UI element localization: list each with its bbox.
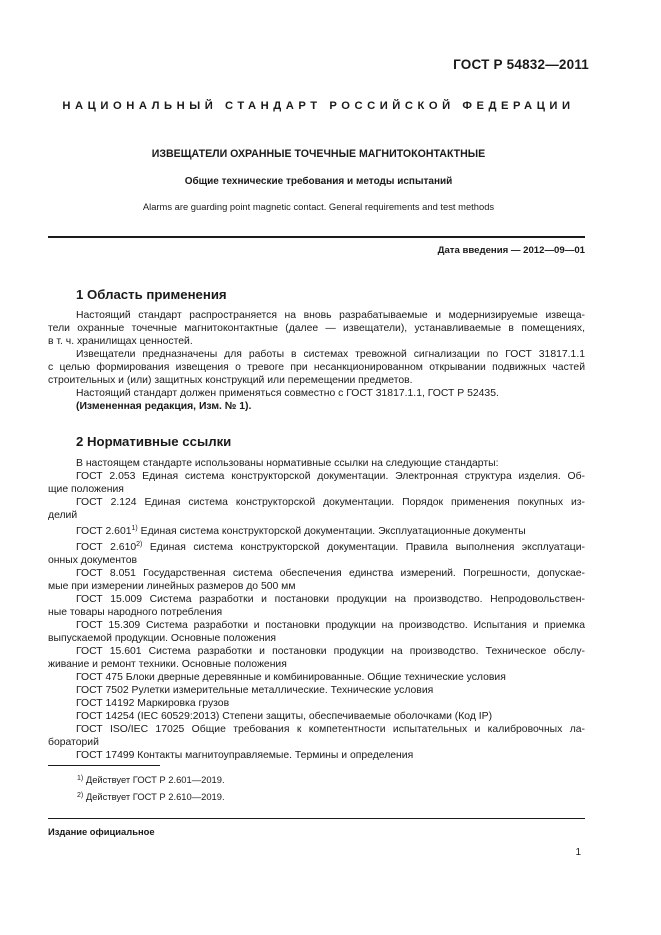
introduction-date: Дата введения — 2012—09—01 <box>437 245 585 256</box>
paragraph-line: Извещатели предназначены для работы в системах тревожной сигнализации по ГОСТ 31817.1.1 <box>76 349 585 360</box>
reference-line: ГОСТ 475 Блоки дверные деревянные и комбинированные. Общие технические условия <box>76 672 506 683</box>
official-edition-label: Издание официальное <box>48 826 155 837</box>
section-2-heading: 2 Нормативные ссылки <box>76 434 232 449</box>
reference-line: ГОСТ 15.601 Система разработки и постановки продукции на производство. Техническое обслу- <box>76 646 585 657</box>
reference-line: ГОСТ 14254 (IEC 60529:2013) Степени защиты, обеспечиваемые оболочками (Код IP) <box>76 711 493 722</box>
section-2-body <box>48 457 585 762</box>
reference-line: ГОСТ 17499 Контакты магнитоуправляемые. Термины и определения <box>76 750 414 761</box>
reference-line: делий <box>48 510 78 521</box>
reference-line: ГОСТ 2.610$^{2)}$ Единая система конструкторской документации. Правила выполнения эксплуатаци- <box>76 541 585 553</box>
paragraph-line: строительных и (или) защитных конструкций или перемещении предметов. <box>48 375 413 386</box>
paragraph-line: Настоящий стандарт должен применяться совместно с ГОСТ 31817.1.1, ГОСТ Р 52435. <box>76 388 499 399</box>
reference-line: ГОСТ 15.309 Система разработки и постановки продукции на производство. Испытания и приемка <box>76 620 585 631</box>
reference-line: онных документов <box>48 555 137 566</box>
reference-line: мые при измерении линейных размеров до 500 мм <box>48 581 296 592</box>
section-1-heading: 1 Область применения <box>76 287 227 302</box>
footnote-ref-2: 2) <box>136 541 143 548</box>
reference-line: ГОСТ 8.051 Государственная система обеспечения единства измерений. Погрешности, допускае- <box>76 568 585 579</box>
paragraph-line: с целью формирования извещения о тревоге при несанкционированном открывании подвижных частей <box>48 362 585 373</box>
reference-line: ГОСТ 2.124 Единая система конструкторской документации. Порядок применения покупных из- <box>76 497 585 508</box>
standard-title: ИЗВЕЩАТЕЛИ ОХРАННЫЕ ТОЧЕЧНЫЕ МАГНИТОКОНТАКТНЫЕ <box>151 148 486 160</box>
paragraph-line: тели охранные точечные магнитоконтактные (далее — извещатели), устанавливаемые в помещениях, <box>48 323 585 334</box>
footnote-ref-1: 1) <box>131 525 138 532</box>
reference-line: ГОСТ 14192 Маркировка грузов <box>76 698 230 709</box>
section-1-body <box>48 309 585 413</box>
document-code: ГОСТ Р 54832—2011 <box>453 57 589 72</box>
title-divider <box>48 236 585 238</box>
standard-title-english: Alarms are guarding point magnetic contact. General requirements and test methods <box>142 201 495 212</box>
standard-subtitle: Общие технические требования и методы испытаний <box>184 176 453 187</box>
reference-line: ГОСТ 7502 Рулетки измерительные металлические. Технические условия <box>76 685 434 696</box>
reference-line: ГОСТ ISO/IEC 17025 Общие требования к компетентности испытательных и калибровочных ла- <box>76 724 585 735</box>
footnote-2: $^{2)}$ Действует ГОСТ Р 2.610—2019. <box>77 791 225 802</box>
reference-line: выпускаемой продукции. Основные положения <box>48 633 277 644</box>
page-number: 1 <box>575 847 581 858</box>
reference-line: ГОСТ 2.601$^{1)}$ Единая система конструкторской документации. Эксплуатационные документы <box>76 525 526 537</box>
reference-line: ные товары народного потребления <box>48 607 223 618</box>
reference-line: щие положения <box>48 484 124 495</box>
edition-divider <box>48 818 585 819</box>
reference-line: ГОСТ 2.053 Единая система конструкторской документации. Электронная структура изделия. Об- <box>76 471 585 482</box>
reference-line: живание и ремонт техники. Основные положения <box>48 659 287 670</box>
footnote-divider <box>48 765 160 766</box>
paragraph-line: Настоящий стандарт распространяется на вновь разрабатываемые и модернизируемые извеща- <box>76 310 585 321</box>
reference-intro: В настоящем стандарте использованы нормативные ссылки на следующие стандарты: <box>76 458 499 469</box>
reference-line: ГОСТ 15.009 Система разработки и постановки продукции на производство. Непродовольствен- <box>76 594 585 605</box>
amendment-note: (Измененная редакция, Изм. № 1). <box>76 401 252 412</box>
national-standard-banner: НАЦИОНАЛЬНЫЙ СТАНДАРТ РОССИЙСКОЙ ФЕДЕРАЦИИ <box>62 100 575 112</box>
paragraph-line: в т. ч. хранилищах ценностей. <box>48 336 193 347</box>
reference-line: бораторий <box>48 737 99 748</box>
footnote-1: $^{1)}$ Действует ГОСТ Р 2.601—2019. <box>77 774 225 785</box>
